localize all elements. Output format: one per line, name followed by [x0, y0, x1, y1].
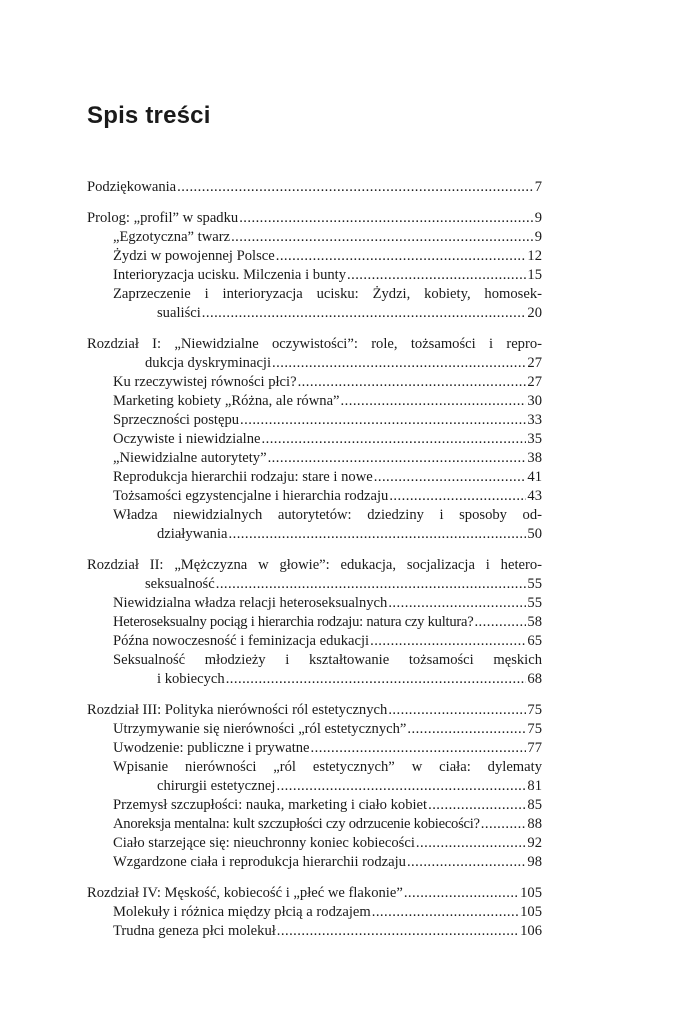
toc-entry-page: 68 [527, 671, 542, 687]
toc-entry-title: Rozdział I: „Niewidzialne oczywistości”: role, tożsamości i repro- [87, 336, 542, 352]
toc-subentry[interactable] [87, 247, 542, 266]
toc-entry-page: 77 [527, 740, 542, 756]
toc-subentry-continuation[interactable] [87, 777, 542, 796]
toc-entry-title: Podziękowania [87, 179, 177, 195]
page-title: Spis treści [87, 102, 211, 129]
toc-subentry[interactable] [87, 632, 542, 651]
toc-entry-title: Zaprzeczenie i interioryzacja ucisku: Żydzi, kobiety, homosek- [113, 286, 542, 302]
toc-entry-page: 33 [527, 412, 542, 428]
toc-entry-page: 88 [527, 816, 542, 832]
toc-entry-title: Reprodukcja hierarchii rodzaju: stare i nowe [113, 469, 373, 485]
toc-entry-page: 65 [527, 633, 542, 649]
toc-chapter-continuation[interactable] [87, 354, 542, 373]
toc-entry-title: Marketing kobiety „Różna, ale równa” [113, 393, 340, 409]
toc-entry-page: 55 [527, 595, 542, 611]
toc-subentry[interactable] [87, 228, 542, 247]
toc-chapter-2[interactable] [87, 556, 542, 575]
toc-entry-page: 105 [520, 904, 542, 920]
toc-subentry[interactable] [87, 449, 542, 468]
toc-entry-page: 41 [527, 469, 542, 485]
toc-entry-page: 9 [534, 210, 542, 226]
toc-entry-title: Prolog: „profil” w spadku [87, 210, 239, 226]
toc-entry-page: 105 [520, 885, 542, 901]
toc-entry-page: 9 [534, 229, 542, 245]
toc-subentry[interactable] [87, 922, 542, 941]
toc-entry-title: Heteroseksualny pociąg i hierarchia rodzaju: natura czy kultura? [113, 614, 474, 630]
toc-entry-page: 27 [527, 355, 542, 371]
toc-entry-title: Sprzeczności postępu [113, 412, 240, 428]
toc-subentry[interactable] [87, 373, 542, 392]
table-of-contents [87, 178, 542, 941]
toc-entry-title: Ku rzeczywistej równości płci? [113, 374, 297, 390]
toc-entry-page: 92 [527, 835, 542, 851]
toc-entry-page: 27 [527, 374, 542, 390]
toc-entry-title: Rozdział II: „Mężczyzna w głowie”: edukacja, socjalizacja i hetero- [87, 557, 542, 573]
toc-entry-title: Rozdział III: Polityka nierówności ról estetycznych [87, 702, 388, 718]
toc-entry-page: 81 [527, 778, 542, 794]
toc-entry-title: Niewidzialna władza relacji heteroseksualnych [113, 595, 388, 611]
toc-entry-page: 43 [527, 488, 542, 504]
toc-entry-page: 85 [527, 797, 542, 813]
toc-subentry[interactable] [87, 266, 542, 285]
toc-subentry-continuation[interactable] [87, 670, 542, 689]
toc-entry-page: 15 [527, 267, 542, 283]
toc-entry-title: Interioryzacja ucisku. Milczenia i bunty [113, 267, 347, 283]
toc-entry-title: Późna nowoczesność i feminizacja edukacji [113, 633, 370, 649]
toc-subentry[interactable] [87, 506, 542, 525]
toc-subentry[interactable] [87, 411, 542, 430]
toc-entry-title: Seksualność młodzieży i kształtowanie tożsamości męskich [113, 652, 542, 668]
toc-chapter-3[interactable] [87, 701, 542, 720]
toc-subentry-continuation[interactable] [87, 304, 542, 323]
toc-subentry[interactable] [87, 651, 542, 670]
toc-entry-title: „Niewidzialne autorytety” [113, 450, 267, 466]
toc-subentry[interactable] [87, 613, 542, 632]
toc-entry-page: 12 [527, 248, 542, 264]
toc-entry-title: sualiści [157, 305, 201, 321]
toc-entry-title: Molekuły i różnica między płcią a rodzajem [113, 904, 371, 920]
toc-subentry[interactable] [87, 739, 542, 758]
toc-entry-page: 75 [527, 702, 542, 718]
toc-subentry[interactable] [87, 468, 542, 487]
toc-entry-title: Oczywiste i niewidzialne [113, 431, 261, 447]
toc-subentry[interactable] [87, 392, 542, 411]
toc-chapter-1[interactable] [87, 335, 542, 354]
toc-entry-page: 75 [527, 721, 542, 737]
toc-entry-page: 58 [527, 614, 542, 630]
toc-entry-title: Ciało starzejące się: nieuchronny koniec kobiecości [113, 835, 415, 851]
toc-entry-title: Uwodzenie: publiczne i prywatne [113, 740, 310, 756]
toc-entry-page: 50 [527, 526, 542, 542]
toc-subentry[interactable] [87, 903, 542, 922]
toc-entry-title: Żydzi w powojennej Polsce [113, 248, 275, 264]
toc-entry-page: 55 [527, 576, 542, 592]
toc-entry-title: Wpisanie nierówności „ról estetycznych” w ciała: dylematy [113, 759, 542, 775]
toc-entry-page: 20 [527, 305, 542, 321]
toc-entry-title: „Egzotyczna” twarz [113, 229, 231, 245]
toc-subentry[interactable] [87, 815, 542, 834]
toc-entry-page: 30 [527, 393, 542, 409]
toc-entry[interactable] [87, 178, 542, 197]
toc-entry-page: 35 [527, 431, 542, 447]
toc-chapter-prolog[interactable] [87, 209, 542, 228]
toc-chapter-continuation[interactable] [87, 575, 542, 594]
toc-entry-page: 38 [527, 450, 542, 466]
toc-subentry[interactable] [87, 594, 542, 613]
toc-entry-title: Tożsamości egzystencjalne i hierarchia rodzaju [113, 488, 389, 504]
toc-entry-title: Trudna geneza płci molekuł [113, 923, 276, 939]
toc-subentry[interactable] [87, 796, 542, 815]
toc-subentry[interactable] [87, 758, 542, 777]
toc-entry-title: Utrzymywanie się nierówności „ról estetycznych” [113, 721, 407, 737]
toc-entry-title: Rozdział IV: Męskość, kobiecość i „płeć we flakonie” [87, 885, 403, 901]
toc-subentry[interactable] [87, 285, 542, 304]
toc-entry-title: Przemysł szczupłości: nauka, marketing i ciało kobiet [113, 797, 428, 813]
toc-subentry[interactable] [87, 720, 542, 739]
toc-subentry[interactable] [87, 834, 542, 853]
toc-entry-title: Władza niewidzialnych autorytetów: dziedziny i sposoby od- [113, 507, 542, 523]
toc-chapter-4[interactable] [87, 884, 542, 903]
toc-entry-title: działywania [157, 526, 228, 542]
toc-entry-page: 98 [527, 854, 542, 870]
toc-subentry[interactable] [87, 487, 542, 506]
toc-entry-title: chirurgii estetycznej [157, 778, 276, 794]
toc-entry-title: Anoreksja mentalna: kult szczupłości czy odrzucenie kobiecości? [113, 816, 480, 832]
toc-entry-title: seksualność [145, 576, 215, 592]
toc-entry-page: 7 [534, 179, 542, 195]
toc-subentry-continuation[interactable] [87, 525, 542, 544]
toc-entry-page: 106 [520, 923, 542, 939]
toc-entry-title: dukcja dyskryminacji [145, 355, 272, 371]
toc-entry-title: i kobiecych [157, 671, 225, 687]
toc-entry-title: Wzgardzone ciała i reprodukcja hierarchii rodzaju [113, 854, 406, 870]
toc-subentry[interactable] [87, 853, 542, 872]
toc-subentry[interactable] [87, 430, 542, 449]
